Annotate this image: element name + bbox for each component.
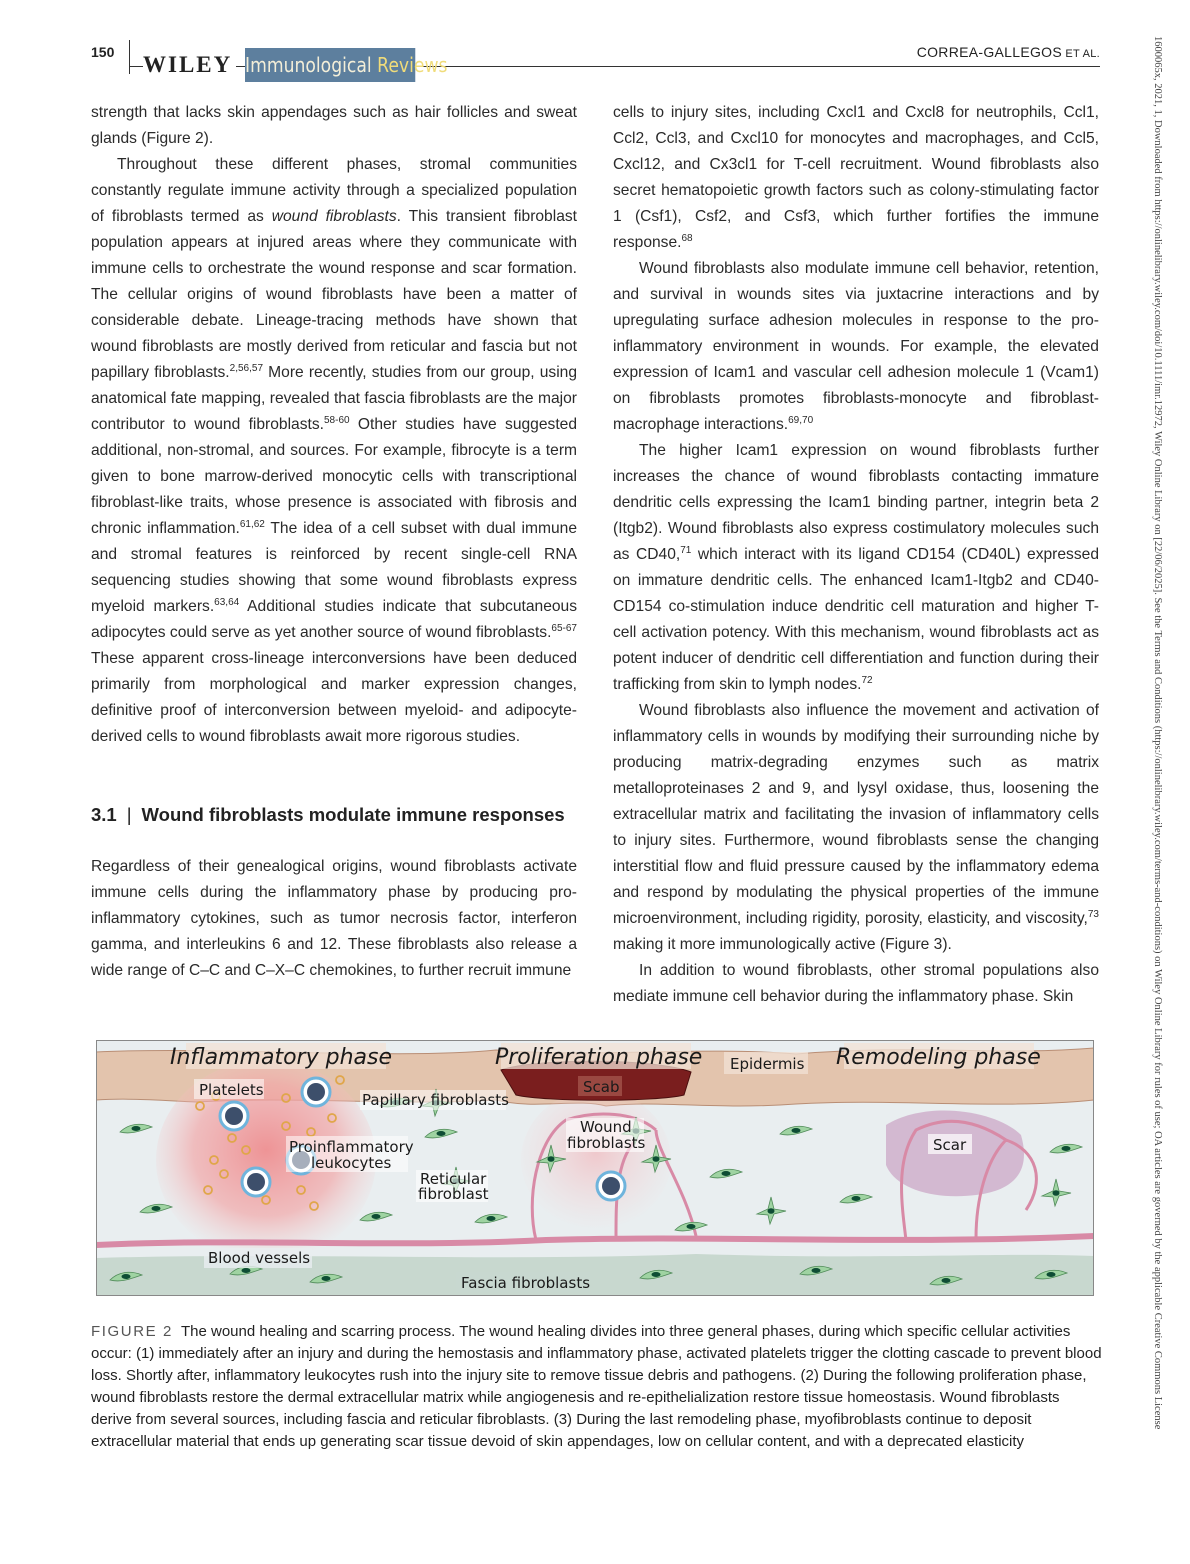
citation-sup: 58-60 (323, 415, 350, 426)
label-proinflammatory: Proinflammatory (289, 1138, 414, 1156)
author-main: CORREA-GALLEGOS (916, 44, 1063, 60)
right-paragraph-4 (613, 698, 1099, 958)
journal-logo (245, 48, 448, 82)
citation-sup: 2,56,57 (229, 363, 264, 374)
author-suffix: ET AL. (1062, 48, 1100, 60)
left-column (91, 100, 577, 984)
label-leukocytes: leukocytes (311, 1154, 392, 1172)
text-run: which interact with its ligand CD154 (CD40L) expressed on immature dendritic cells. The enhanced Icam1-Itgb2 and CD40-CD154 co-stimulation induce dendritic cell maturation and higher T-cell activation potency. With this mechanism, wound fibroblasts act as potent inducer of dendritic cell differentiation and function during their trafficking from skin to lymph nodes. (613, 546, 1099, 693)
text-run: The idea of a cell subset with dual immune and stromal features is reinforced by recent single-cell RNA sequencing studies showing that some wound fibroblasts express myeloid markers. (91, 520, 577, 615)
text-run: Additional studies indicate that subcutaneous adipocytes could serve as yet another source of wound fibroblasts. (91, 598, 578, 641)
header-vertical-rule (129, 40, 130, 74)
citation-sup: 63,64 (214, 597, 240, 608)
phase-label-inflammatory: Inflammatory phase (170, 1045, 392, 1070)
text-run: Other studies have suggested additional, non-stromal, and sources. For example, fibrocyte is a term given to bone marrow-derived monocytic cells with transcriptional fibroblast-like traits, whose presence is associated with fibrosis and chronic inflammation. (91, 416, 578, 537)
text-run: Wound fibroblasts also influence the movement and activation of inflammatory cells in wounds by modifying their surrounding niche by producing matrix-degrading enzymes such as matrix metalloproteinases 2 and 9, and lysyl oxidase, thus, loosening the extracellular matrix and facilitating the invasion of inflammatory cells to injury sites. Furthermore, wound fibroblasts sense the changing interstitial flow and fluid pressure caused by the inflammatory edema and respond by modulating the physical properties of the immune microenvironment, including rigidity, porosity, elasticity, and viscosity, (613, 702, 1099, 927)
text-run: Wound fibroblasts also modulate immune cell behavior, retention, and survival in wounds sites via juxtacrine interactions and by upregulating surface adhesion molecules in response to the pro-inflammatory environment in wounds. For example, the elevated expression of Icam1 and vascular cell adhesion molecule 1 (Vcam1) on fibroblasts promotes fibroblasts-monocyte and fibroblast-macrophage interactions. (613, 260, 1099, 433)
text-run: More recently, studies from our group, using anatomical fate mapping, revealed that fascia fibroblasts are the major contributor to wound fibroblasts. (91, 364, 578, 433)
wound-healing-diagram (96, 1040, 1094, 1296)
left-paragraph-2 (91, 152, 577, 750)
text-run: The higher Icam1 expression on wound fibroblasts further increases the chance of wound fibroblasts contacting immature dendritic cells expressing the Icam1 binding partner, integrin beta 2 (Itgb2). Wound fibroblasts also express costimulatory molecules such as CD40, (613, 442, 1099, 563)
right-paragraph-1 (613, 100, 1099, 256)
figure-2-illustration (96, 1040, 1094, 1296)
page-number: 150 (91, 44, 115, 60)
download-notice-text: 1600065x, 2021, 1, Downloaded from https://onlinelibrary.wiley.com/doi/10.1111/imr.12972, Wiley Online Library on [22/06/2025]. See the Terms and Conditions (https://onlinelibrary.wiley.com/terms-and-conditions) on Wiley Online Library for rules of use; OA articles are governed by the applicable Creative Commons License (1152, 36, 1163, 1430)
right-column (613, 100, 1099, 1010)
page-header (91, 40, 1100, 80)
citation-sup: 68 (681, 233, 693, 244)
citation-sup: 72 (861, 675, 873, 686)
right-paragraph-2 (613, 256, 1099, 438)
publisher-logo: WILEY (143, 52, 236, 78)
emphasis-text: wound fibroblasts (271, 208, 397, 225)
left-paragraph-1: strength that lacks skin appendages such as hair follicles and sweat glands (Figure 2). (91, 104, 577, 147)
label-epidermis: Epidermis (730, 1055, 805, 1073)
journal-name-part1: Immunological (245, 53, 378, 77)
label-wound: Wound (580, 1118, 632, 1136)
citation-sup: 69,70 (788, 415, 814, 426)
figure-number: FIGURE 2 (91, 1323, 173, 1340)
text-run: cells to injury sites, including Cxcl1 and Cxcl8 for neutrophils, Ccl1, Ccl2, Ccl3, and Cxcl10 for monocytes and macrophages, and Ccl5, Cxcl12, and Cx3cl1 for T-cell recruitment. Wound fibroblasts also secret hematopoietic growth factors such as colony-stimulating factor 1 (Csf1), Csf2, and Csf3, which further fortifies the immune response. (613, 104, 1099, 251)
figure-caption (91, 1321, 1103, 1453)
label-scab: Scab (583, 1078, 620, 1096)
label-platelets: Platelets (199, 1081, 264, 1099)
text-run: These apparent cross-lineage interconversions have been deduced primarily from morphological and marker expression changes, definitive proof of interconversion between myeloid- and adipocyte-derived cells to wound fibroblasts await more rigorous studies. (91, 650, 577, 745)
section-heading (91, 802, 577, 828)
label-wound-fibroblasts: fibroblasts (567, 1134, 646, 1152)
running-author (917, 44, 1100, 60)
leukocyte-cell (597, 1172, 625, 1200)
section-number: 3.1 (91, 804, 117, 825)
leukocyte-cell (302, 1078, 330, 1106)
phase-label-proliferation: Proliferation phase (495, 1045, 703, 1070)
citation-sup: 73 (1087, 909, 1099, 920)
citation-sup: 71 (680, 545, 692, 556)
label-scar: Scar (933, 1136, 967, 1154)
label-reticular: Reticular (420, 1170, 487, 1188)
left-paragraph-3: Regardless of their genealogical origins, wound fibroblasts activate immune cells during the inflammatory phase by producing pro-inflammatory cytokines, such as tumor necrosis factor, interferon gamma, and interleukins 6 and 12. These fibroblasts also release a wide range of C–C and C–X–C chemokines, to further recruit immune (91, 858, 577, 979)
label-reticular-fibroblast: fibroblast (418, 1185, 489, 1203)
leukocyte-cell (220, 1102, 248, 1130)
citation-sup: 65-67 (551, 623, 577, 634)
leukocyte-cell (242, 1168, 270, 1196)
text-run: making it more immunologically active (Figure 3). (613, 936, 952, 953)
journal-name-part2: Reviews (377, 53, 448, 77)
section-separator: | (126, 804, 132, 825)
text-run: Throughout these different phases, stromal communities constantly regulate immune activity through a specialized population of fibroblasts termed as (91, 156, 577, 225)
right-paragraph-3 (613, 438, 1099, 698)
text-run: . This transient fibroblast population appears at injured areas where they communicate with immune cells to orchestrate the wound response and scar formation. The cellular origins of wound fibroblasts have been a matter of considerable debate. Lineage-tracing methods have shown that wound fibroblasts are mostly derived from reticular and fascia but not papillary fibroblasts. (91, 208, 577, 381)
citation-sup: 61,62 (239, 519, 265, 530)
download-side-note (1150, 36, 1170, 1526)
label-fascia-fibroblasts: Fascia fibroblasts (461, 1274, 591, 1292)
right-paragraph-5: In addition to wound fibroblasts, other stromal populations also mediate immune cell behavior during the inflammatory phase. Skin (613, 962, 1099, 1005)
label-blood-vessels: Blood vessels (208, 1249, 311, 1267)
label-papillary-fibroblasts: Papillary fibroblasts (362, 1091, 509, 1109)
section-title: Wound fibroblasts modulate immune responses (141, 804, 565, 825)
caption-text: The wound healing and scarring process. The wound healing divides into three general phases, during which specific cellular activities occur: (1) immediately after an injury and during the hemostasis and inflammatory phase, activated platelets trigger the clotting cascade to prevent blood loss. Shortly after, inflammatory leukocytes rush into the injury site to remove tissue debris and pathogens. (2) During the following proliferation phase, wound fibroblasts restore the dermal extracellular matrix while angiogenesis and re-epithelialization restore tissue homeostasis. Wound fibroblasts derive from several sources, including fascia and reticular fibroblasts. (3) During the last remodeling phase, myofibroblasts continue to deposit extracellular material that ends up generating scar tissue devoid of skin appendages, low on cellular content, and with a deprecated elasticity (91, 1323, 1102, 1450)
phase-label-remodeling: Remodeling phase (836, 1045, 1041, 1070)
